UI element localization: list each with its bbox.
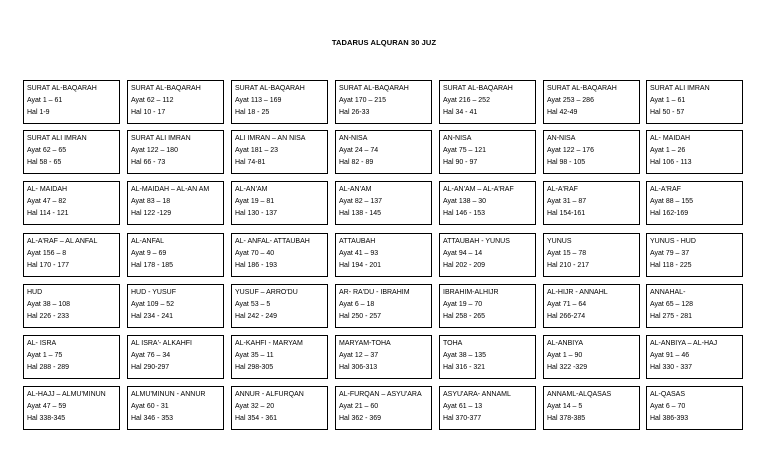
- juz-hal: Hal 322 -329: [547, 364, 588, 372]
- juz-ayat: Ayat 1 – 26: [650, 147, 686, 155]
- juz-hal: Hal 98 - 105: [547, 159, 586, 167]
- juz-cell: [335, 80, 432, 124]
- juz-surah: SURAT ALI IMRAN: [131, 135, 191, 142]
- juz-cell: [646, 130, 743, 174]
- juz-hal: Hal 186 - 193: [235, 262, 278, 270]
- juz-ayat: Ayat 76 – 34: [131, 352, 171, 360]
- juz-ayat: Ayat 1 – 90: [547, 352, 583, 360]
- juz-cell: [543, 386, 640, 430]
- juz-cell: [23, 386, 120, 430]
- juz-cell: [439, 130, 536, 174]
- juz-hal: Hal 106 - 113: [650, 159, 692, 167]
- juz-surah: AL-A'RAF: [547, 186, 578, 193]
- juz-ayat: Ayat 53 – 5: [235, 301, 271, 309]
- juz-ayat: Ayat 82 – 137: [339, 198, 383, 206]
- juz-ayat: Ayat 156 – 8: [27, 250, 67, 258]
- juz-surah: SURAT AL-BAQARAH: [27, 85, 97, 92]
- juz-surah: SURAT AL-BAQARAH: [339, 85, 409, 92]
- juz-cell: [23, 284, 120, 328]
- juz-surah: ATTAUBAH: [339, 238, 376, 245]
- juz-surah: ASYU'ARA- ANNAML: [443, 391, 511, 398]
- juz-cell: [231, 130, 328, 174]
- juz-hal: Hal 226 - 233: [27, 313, 70, 321]
- juz-surah: AL-ANFAL: [131, 238, 165, 245]
- juz-cell: [646, 335, 743, 379]
- juz-surah: SURAT AL-BAQARAH: [547, 85, 617, 92]
- juz-surah: AL-HAJJ – ALMU'MINUN: [27, 391, 106, 398]
- juz-cell: [646, 181, 743, 225]
- juz-ayat: Ayat 91 – 46: [650, 352, 690, 360]
- juz-ayat: Ayat 65 – 128: [650, 301, 694, 309]
- juz-surah: ALMU'MINUN - ANNUR: [131, 391, 206, 398]
- juz-hal: Hal 154-161: [547, 210, 586, 218]
- juz-surah: YUNUS - HUD: [650, 238, 696, 245]
- juz-cell: [127, 386, 224, 430]
- juz-hal: Hal 306-313: [339, 364, 378, 372]
- juz-surah: AL-ANBIYA – AL-HAJ: [650, 340, 718, 347]
- juz-ayat: Ayat 113 – 169: [235, 97, 282, 105]
- juz-cell: [439, 233, 536, 277]
- juz-ayat: Ayat 1 – 61: [650, 97, 686, 105]
- juz-ayat: Ayat 9 – 69: [131, 250, 167, 258]
- juz-ayat: Ayat 88 – 155: [650, 198, 694, 206]
- juz-ayat: Ayat 109 – 52: [131, 301, 175, 309]
- juz-ayat: Ayat 70 – 40: [235, 250, 275, 258]
- juz-hal: Hal 346 - 353: [131, 415, 174, 423]
- juz-ayat: Ayat 38 – 135: [443, 352, 487, 360]
- juz-ayat: Ayat 24 – 74: [339, 147, 379, 155]
- juz-ayat: Ayat 41 – 93: [339, 250, 379, 258]
- juz-ayat: Ayat 1 – 75: [27, 352, 63, 360]
- juz-surah: AL- ANFAL- ATTAUBAH: [235, 238, 310, 245]
- juz-surah: ALI IMRAN – AN NISA: [235, 135, 306, 142]
- juz-ayat: Ayat 181 – 23: [235, 147, 279, 155]
- juz-cell: [335, 130, 432, 174]
- juz-cell: [439, 335, 536, 379]
- juz-ayat: Ayat 216 – 252: [443, 97, 490, 105]
- juz-ayat: Ayat 14 – 5: [547, 403, 583, 411]
- juz-cell: [335, 284, 432, 328]
- juz-cell: [543, 233, 640, 277]
- juz-cell: [231, 80, 328, 124]
- juz-ayat: Ayat 21 – 60: [339, 403, 379, 411]
- juz-surah: AL- ISRA: [27, 340, 57, 347]
- juz-cell: [231, 335, 328, 379]
- juz-hal: Hal 194 - 201: [339, 262, 382, 270]
- juz-cell: [439, 181, 536, 225]
- juz-surah: TOHA: [443, 340, 463, 347]
- juz-cell: [646, 233, 743, 277]
- juz-hal: Hal 10 - 17: [131, 109, 166, 117]
- juz-surah: HUD: [27, 289, 43, 296]
- juz-ayat: Ayat 47 – 82: [27, 198, 67, 206]
- juz-cell: [439, 80, 536, 124]
- juz-cell: [23, 233, 120, 277]
- juz-hal: Hal 162-169: [650, 210, 689, 218]
- juz-hal: Hal 122 -129: [131, 210, 172, 218]
- juz-cell: [23, 181, 120, 225]
- juz-cell: [543, 181, 640, 225]
- juz-surah: AN-NISA: [339, 135, 368, 142]
- juz-ayat: Ayat 32 – 20: [235, 403, 275, 411]
- juz-hal: Hal 42-49: [547, 109, 578, 117]
- juz-surah: AL-AN'AM – AL-A'RAF: [443, 186, 514, 193]
- juz-hal: Hal 130 - 137: [235, 210, 278, 218]
- juz-hal: Hal 82 - 89: [339, 159, 374, 167]
- juz-ayat: Ayat 6 – 18: [339, 301, 375, 309]
- juz-ayat: Ayat 60 - 31: [131, 403, 169, 411]
- juz-cell: [335, 233, 432, 277]
- juz-hal: Hal 242 - 249: [235, 313, 278, 321]
- juz-hal: Hal 330 - 337: [650, 364, 693, 372]
- juz-cell: [127, 181, 224, 225]
- juz-cell: [335, 386, 432, 430]
- juz-hal: Hal 74-81: [235, 159, 266, 167]
- juz-cell: [127, 80, 224, 124]
- juz-ayat: Ayat 15 – 78: [547, 250, 587, 258]
- juz-surah: AL-HIJR - ANNAHL: [547, 289, 608, 296]
- juz-ayat: Ayat 19 – 81: [235, 198, 275, 206]
- juz-hal: Hal 338-345: [27, 415, 66, 423]
- juz-cell: [231, 181, 328, 225]
- juz-ayat: Ayat 61 – 13: [443, 403, 483, 411]
- juz-surah: AL- MAIDAH: [27, 186, 68, 193]
- juz-hal: Hal 258 - 265: [443, 313, 486, 321]
- juz-hal: Hal 170 - 177: [27, 262, 70, 270]
- juz-hal: Hal 90 - 97: [443, 159, 478, 167]
- juz-hal: Hal 1-9: [27, 109, 50, 117]
- juz-surah: ANNAHAL-: [650, 289, 686, 296]
- juz-surah: YUSUF – ARRO'DU: [235, 289, 298, 296]
- juz-cell: [646, 386, 743, 430]
- juz-ayat: Ayat 122 – 180: [131, 147, 178, 155]
- juz-ayat: Ayat 122 – 176: [547, 147, 594, 155]
- juz-cell: [439, 284, 536, 328]
- juz-cell: [127, 130, 224, 174]
- juz-hal: Hal 210 - 217: [547, 262, 590, 270]
- juz-cell: [646, 284, 743, 328]
- juz-hal: Hal 202 - 209: [443, 262, 486, 270]
- juz-ayat: Ayat 79 – 37: [650, 250, 690, 258]
- juz-cell: [231, 233, 328, 277]
- document-title: TADARUS ALQURAN 30 JUZ: [331, 38, 437, 47]
- juz-ayat: Ayat 170 – 215: [339, 97, 386, 105]
- juz-ayat: Ayat 253 – 286: [547, 97, 594, 105]
- juz-surah: IBRAHIM-ALHIJR: [443, 289, 499, 296]
- juz-cell: [543, 335, 640, 379]
- juz-hal: Hal 378-385: [547, 415, 586, 423]
- juz-surah: AL-AN'AM: [235, 186, 268, 193]
- juz-surah: AL-KAHFI - MARYAM: [235, 340, 303, 347]
- juz-surah: YUNUS: [547, 238, 572, 245]
- juz-cell: [543, 80, 640, 124]
- juz-ayat: Ayat 75 – 121: [443, 147, 487, 155]
- juz-hal: Hal 118 - 225: [650, 262, 692, 270]
- juz-ayat: Ayat 38 – 108: [27, 301, 71, 309]
- juz-cell: [231, 386, 328, 430]
- juz-hal: Hal 146 - 153: [443, 210, 486, 218]
- juz-ayat: Ayat 94 – 14: [443, 250, 483, 258]
- juz-ayat: Ayat 138 – 30: [443, 198, 487, 206]
- juz-ayat: Ayat 19 – 70: [443, 301, 483, 309]
- juz-hal: Hal 178 - 185: [131, 262, 174, 270]
- juz-surah: AL-QASAS: [650, 391, 686, 398]
- juz-ayat: Ayat 1 – 61: [27, 97, 63, 105]
- juz-hal: Hal 266-274: [547, 313, 586, 321]
- juz-surah: AN-NISA: [443, 135, 472, 142]
- juz-surah: SURAT ALI IMRAN: [650, 85, 710, 92]
- juz-surah: AL ISRA'- ALKAHFI: [131, 340, 192, 347]
- juz-hal: Hal 58 - 65: [27, 159, 62, 167]
- juz-surah: SURAT AL-BAQARAH: [443, 85, 513, 92]
- juz-ayat: Ayat 47 – 59: [27, 403, 67, 411]
- juz-surah: AL-A'RAF: [650, 186, 681, 193]
- juz-ayat: Ayat 31 – 87: [547, 198, 587, 206]
- juz-cell: [231, 284, 328, 328]
- juz-surah: SURAT AL-BAQARAH: [235, 85, 305, 92]
- juz-cell: [127, 335, 224, 379]
- juz-cell: [23, 335, 120, 379]
- juz-ayat: Ayat 62 – 65: [27, 147, 67, 155]
- juz-surah: HUD - YUSUF: [131, 289, 176, 296]
- juz-surah: AR- RA'DU - IBRAHIM: [339, 289, 410, 296]
- juz-hal: Hal 370-377: [443, 415, 482, 423]
- juz-hal: Hal 50 - 57: [650, 109, 685, 117]
- juz-ayat: Ayat 83 – 18: [131, 198, 171, 206]
- juz-surah: MARYAM-TOHA: [339, 340, 391, 347]
- juz-cell: [335, 181, 432, 225]
- juz-hal: Hal 288 - 289: [27, 364, 70, 372]
- juz-surah: ANNAML-ALQASAS: [547, 391, 612, 398]
- juz-cell: [23, 80, 120, 124]
- juz-hal: Hal 114 - 121: [27, 210, 69, 218]
- juz-surah: SURAT ALI IMRAN: [27, 135, 87, 142]
- juz-cell: [23, 130, 120, 174]
- juz-hal: Hal 362 - 369: [339, 415, 382, 423]
- juz-hal: Hal 26-33: [339, 109, 370, 117]
- juz-hal: Hal 290-297: [131, 364, 170, 372]
- juz-cell: [127, 233, 224, 277]
- juz-hal: Hal 138 - 145: [339, 210, 382, 218]
- juz-surah: AL-FURQAN – ASYU'ARA: [339, 391, 422, 398]
- juz-surah: AL-AN'AM: [339, 186, 372, 193]
- juz-surah: SURAT AL-BAQARAH: [131, 85, 201, 92]
- juz-ayat: Ayat 71 – 64: [547, 301, 587, 309]
- juz-ayat: Ayat 12 – 37: [339, 352, 379, 360]
- juz-surah: ANNUR - ALFURQAN: [235, 391, 304, 398]
- juz-hal: Hal 18 - 25: [235, 109, 270, 117]
- juz-cell: [127, 284, 224, 328]
- juz-cell: [543, 284, 640, 328]
- juz-cell: [543, 130, 640, 174]
- juz-cell: [646, 80, 743, 124]
- juz-cell: [335, 335, 432, 379]
- juz-ayat: Ayat 62 – 112: [131, 97, 174, 105]
- juz-surah: AL- MAIDAH: [650, 135, 691, 142]
- juz-surah: ATTAUBAH - YUNUS: [443, 238, 510, 245]
- juz-hal: Hal 298-305: [235, 364, 274, 372]
- juz-surah: AL-MAIDAH – AL-AN AM: [131, 186, 210, 193]
- juz-ayat: Ayat 6 – 70: [650, 403, 686, 411]
- juz-hal: Hal 386-393: [650, 415, 689, 423]
- juz-ayat: Ayat 35 – 11: [235, 352, 274, 360]
- juz-hal: Hal 66 - 73: [131, 159, 166, 167]
- juz-hal: Hal 234 - 241: [131, 313, 174, 321]
- juz-surah: AN-NISA: [547, 135, 576, 142]
- juz-surah: AL-A'RAF – AL ANFAL: [27, 238, 98, 245]
- juz-hal: Hal 34 - 41: [443, 109, 478, 117]
- juz-surah: AL-ANBIYA: [547, 340, 584, 347]
- juz-hal: Hal 275 - 281: [650, 313, 693, 321]
- juz-hal: Hal 316 - 321: [443, 364, 486, 372]
- juz-hal: Hal 250 - 257: [339, 313, 382, 321]
- juz-cell: [439, 386, 536, 430]
- juz-hal: Hal 354 - 361: [235, 415, 278, 423]
